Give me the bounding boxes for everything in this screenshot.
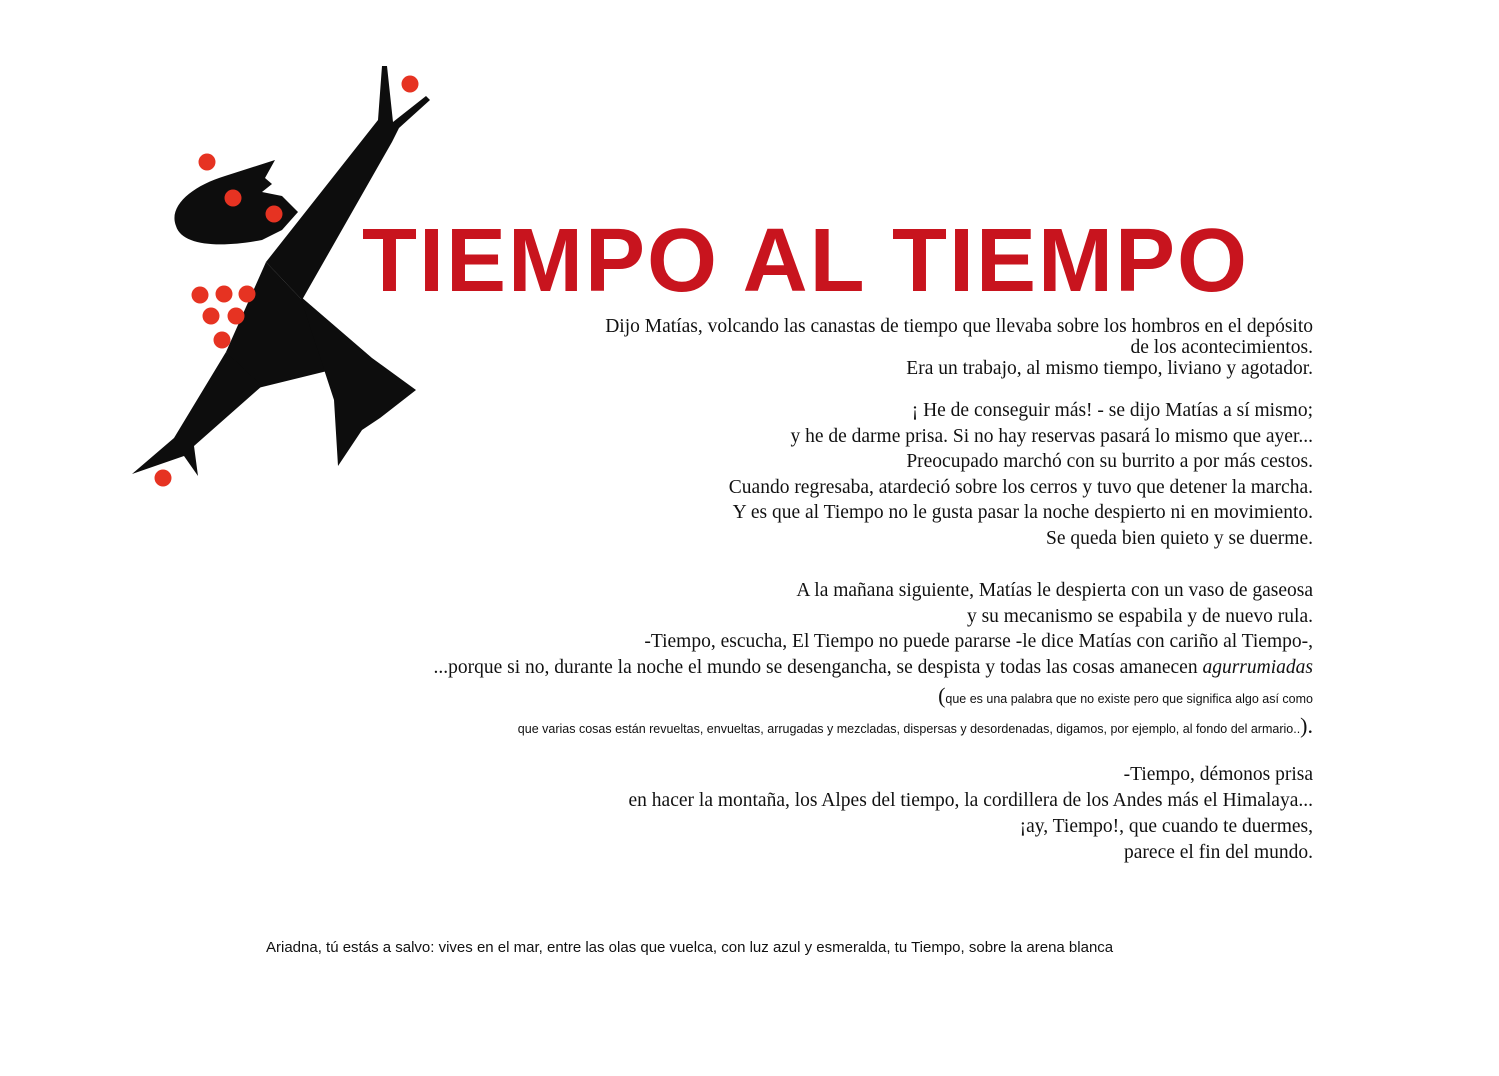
- text-line: [434, 655, 1313, 681]
- text-line: y he de darme prisa. Si no hay reservas pasará lo mismo que ayer...: [790, 425, 1313, 447]
- text-line: parece el fin del mundo.: [1124, 842, 1313, 863]
- footer-dedication: Ariadna, tú estás a salvo: vives en el mar, entre las olas que vuelca, con luz azul y esmeralda, tu Tiempo, sobre la arena blanca: [266, 939, 1114, 956]
- text-line: Y es que al Tiempo no le gusta pasar la noche despierto ni en movimiento.: [732, 502, 1313, 524]
- text-line: -Tiempo, escucha, El Tiempo no puede pararse -le dice Matías con cariño al Tiempo-,: [644, 631, 1313, 653]
- text-line: Era un trabajo, al mismo tiempo, liviano y agotador.: [906, 358, 1313, 379]
- text-line: de los acontecimientos.: [1130, 337, 1313, 358]
- aside-text: que varias cosas están revueltas, envueltas, arrugadas y mezcladas, dispersas y desordenadas, digamos, por ejemplo, al fondo del armario..: [517, 722, 1301, 737]
- paragraph-intro: [605, 316, 1313, 379]
- text-line: Preocupado marchó con su burrito a por más cestos.: [906, 451, 1313, 473]
- paragraph-third: [434, 578, 1313, 744]
- text-line: -Tiempo, démonos prisa: [1123, 764, 1313, 785]
- text-line: y su mecanismo se espabila y de nuevo rula.: [966, 605, 1313, 627]
- text-line: Cuando regresaba, atardeció sobre los cerros y tuvo que detener la marcha.: [728, 476, 1313, 498]
- page-title: TIEMPO AL TIEMPO: [362, 211, 1250, 311]
- text-line: ¡ He de conseguir más! - se dijo Matías a sí mismo;: [911, 400, 1313, 421]
- text-line: Se queda bien quieto y se duerme.: [1046, 527, 1313, 549]
- aside-note-line: [434, 684, 1313, 711]
- open-paren: (: [938, 683, 946, 709]
- close-paren: ).: [1300, 713, 1313, 739]
- text-line: ¡ay, Tiempo!, que cuando te duermes,: [1019, 816, 1313, 837]
- paragraph-second: [729, 398, 1313, 552]
- text-line: A la mañana siguiente, Matías le despierta con un vaso de gaseosa: [796, 580, 1313, 601]
- aside-note-line: [434, 711, 1313, 744]
- aside-text: que es una palabra que no existe pero que significa algo así como: [945, 692, 1313, 707]
- text-line-content: ...porque si no, durante la noche el mundo se desengancha, se despista y todas las cosas amanecen: [433, 656, 1203, 678]
- text-line: en hacer la montaña, los Alpes del tiempo, la cordillera de los Andes más el Himalaya...: [628, 790, 1313, 811]
- text-line: Dijo Matías, volcando las canastas de tiempo que llevaba sobre los hombros en el depósito: [605, 316, 1313, 337]
- emphasized-word: agurrumiadas: [1202, 656, 1313, 678]
- paragraph-fourth: [629, 762, 1313, 866]
